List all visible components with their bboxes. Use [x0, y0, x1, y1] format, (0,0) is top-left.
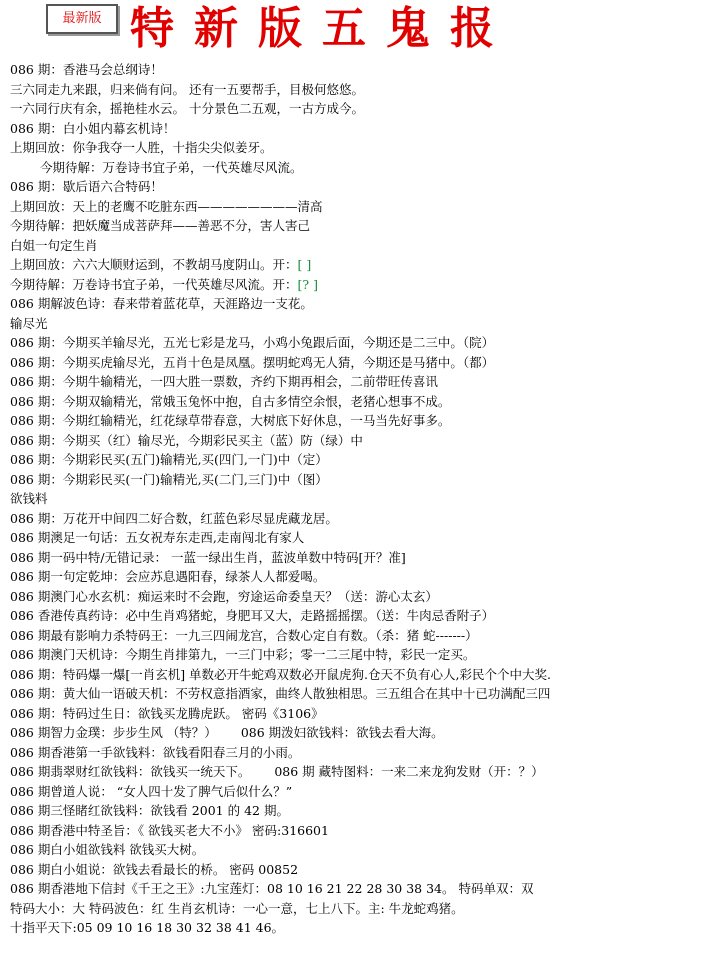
line-text: 086 期翡翠财红欲钱料：欲钱买一统天下。 [10, 764, 251, 779]
line-text: 086 期智力金璞：步步生风 （特？） [10, 725, 217, 740]
line-text: 086 期：今期双输精光，常娥玉兔怀中抱，自古多情空余恨，老猪心想事不成。 [10, 393, 451, 409]
line-text-secondary: 086 期泼妇欲钱料：欲钱去看大海。 [240, 725, 444, 740]
text-line [10, 392, 698, 412]
line-text: 086 期香港第一手欲钱料：欲钱看阳春三月的小雨。 [10, 744, 301, 760]
text-line [10, 236, 698, 256]
text-line [10, 899, 698, 919]
line-text: 086 期：今期彩民买(五门)输精光,买(四门,一门)中（定） [10, 452, 328, 467]
line-text: 086 期：今期彩民买(一门)输精光,买(二门,三门)中（图） [10, 471, 328, 487]
line-text: 086 期：今期红输精光，红花绿草带春意，大树底下好休息，一马当先好事多。 [10, 413, 451, 428]
text-line [10, 548, 698, 568]
line-text: 086 期澳门心水玄机：痴运来时不会跑，穷途运命委皇天？（送：游心太玄） [10, 588, 438, 604]
text-line [10, 860, 698, 880]
text-line [10, 743, 698, 763]
text-line [10, 782, 698, 802]
line-text: 086 香港传真药诗：必中生肖鸡猪蛇，身肥耳又大，走路摇摇摆。（送：牛肉忌香附子） [10, 608, 495, 623]
line-text: 086 期：今期牛输精光，一四大胜一票数，齐约下期再相会，二前带旺传喜讯 [10, 374, 438, 389]
line-text: 今期待解：万卷诗书宜子弟，一代英雄尽风流。开： [10, 276, 298, 292]
text-line [10, 138, 698, 158]
text-line [10, 509, 698, 529]
text-line [10, 645, 698, 665]
text-line [10, 450, 698, 470]
page-title: 特新版五鬼报 [130, 3, 514, 54]
text-line [10, 216, 698, 236]
line-text: 086 期曾道人说： “女人四十发了脾气后似什么？” [10, 783, 293, 799]
text-line [10, 372, 698, 392]
text-line [10, 255, 698, 275]
text-line [10, 665, 698, 685]
line-text: 086 期三怪睹红欲钱料：欲钱看 2001 的 42 期。 [10, 803, 289, 818]
line-text: 086 期澳门天机诗：今期生肖排第九，一三门中彩；零一二三尾中特，彩民一定买。 [10, 647, 476, 662]
result-bracket: [? ] [297, 276, 318, 292]
text-line [10, 587, 698, 607]
text-line [10, 470, 698, 490]
line-text: 一六同行庆有余，摇艳桂水云。 十分景色二五观，一古方成今。 [10, 101, 364, 116]
line-text: 三六同走九来跟，归来倘有问。 还有一五要帮手，目极何悠悠。 [10, 81, 364, 97]
line-text: 上期回放：天上的老鹰不吃脏东西————————清高 [10, 198, 323, 214]
line-text: 086 期：黄大仙一语破天机：不劳权意指酒家，曲终人散独相思。三五组合在其中十已功满配三四 [10, 686, 551, 701]
line-text: 白姐一句定生肖 [10, 237, 98, 253]
text-line [10, 528, 698, 548]
text-line [10, 177, 698, 197]
text-line [10, 431, 698, 451]
text-line [10, 684, 698, 704]
text-line [10, 99, 698, 119]
text-line [10, 333, 698, 353]
text-line [10, 567, 698, 587]
text-line [10, 314, 698, 334]
text-line [10, 762, 698, 782]
text-line [10, 294, 698, 314]
line-text: 输尽光 [10, 315, 48, 331]
text-line [10, 626, 698, 646]
text-line [10, 821, 698, 841]
line-text: 086 期最有影响力杀特码王：一九三四闹龙宫，合数心定自有数。（杀：猪 蛇-------） [10, 627, 478, 643]
text-line [10, 353, 698, 373]
line-text: 086 期：白小姐内幕玄机诗！ [10, 120, 176, 136]
text-line [10, 918, 698, 938]
line-text: 086 期一码中特/无错记录： 一蓝一绿出生肖，蓝波单数中特码[开？准] [10, 549, 406, 565]
line-text: 086 期：万花开中间四二好合数，红蓝色彩尽显虎藏龙居。 [10, 510, 338, 526]
line-text: 086 期：今期买羊输尽光，五光七彩是龙马，小鸡小兔跟后面，今期还是二三中。（院） [10, 335, 495, 350]
result-bracket: [ ] [297, 257, 312, 272]
line-text-secondary: 086 期 藏特图料：一来二来龙狗发财（开：？） [274, 764, 544, 779]
line-text: 086 期香港中特圣旨：《 欲钱买老大不小》 密码:316601 [10, 822, 329, 838]
text-line [10, 60, 698, 80]
text-line [10, 489, 698, 509]
line-text: 086 期：歇后语六合特码！ [10, 179, 163, 194]
latest-version-badge: 最新版 [46, 4, 118, 34]
text-line [10, 80, 698, 100]
text-line [10, 119, 698, 139]
text-line [10, 275, 698, 295]
line-text: 086 期一句定乾坤：会应苏息遇阳春，绿茶人人都爱喝。 [10, 569, 326, 584]
line-text: 特码大小：大 特码波色：红 生肖玄机诗：一心一意，七上八下。主: 牛龙蛇鸡猪。 [10, 900, 464, 916]
line-text: 086 期：特码过生日：欲钱买龙腾虎跃。 密码《3106》 [10, 705, 324, 721]
line-text: 十指平天下:05 09 10 16 18 30 32 38 41 46。 [10, 920, 285, 935]
line-text: 今期待解：万卷诗书宜子弟，一代英雄尽风流。 [40, 159, 303, 175]
page-header [0, 0, 701, 58]
text-line [10, 704, 698, 724]
text-line [10, 879, 698, 899]
text-line [10, 158, 698, 178]
line-text: 欲钱料 [10, 491, 48, 506]
line-text: 086 期白小姐说：欲钱去看最长的桥。 密码 00852 [10, 861, 299, 877]
text-line [10, 197, 698, 217]
line-text: 086 期香港地下信封《千王之王》:九宝莲灯：08 10 16 21 22 28 30 38 34。 特码单双：双 [10, 881, 534, 896]
text-line [10, 606, 698, 626]
line-text: 086 期：今期买（红）输尽光，今期彩民买主（蓝）防（绿）中 [10, 432, 363, 448]
line-text: 上期回放：六六大顺财运到，不教胡马度阴山。开： [10, 257, 298, 272]
text-line [10, 723, 698, 743]
line-text: 086 期：今期买虎输尽光，五肖十色是凤凰。摆明蛇鸡无人猜，今期还是马猪中。（都） [10, 354, 495, 370]
line-text: 086 期白小姐欲钱料 欲钱买大树。 [10, 842, 205, 857]
line-text: 上期回放：你争我夺一人胜，十指尖尖似姜牙。 [10, 140, 273, 155]
line-text: 086 期：香港马会总纲诗！ [10, 62, 163, 77]
text-line [10, 411, 698, 431]
text-line [10, 840, 698, 860]
line-text: 086 期：特码爆一爆[一肖玄机] 单数必开牛蛇鸡双数必开鼠虎狗.仓天不负有心人,彩民个个中大奖. [10, 666, 551, 682]
line-text: 086 期澳足一句话：五女祝寿东走西,走南闯北有家人 [10, 530, 305, 545]
text-line [10, 801, 698, 821]
document-body [10, 60, 698, 938]
line-text: 086 期解波色诗：春来带着蓝花草，天涯路边一支花。 [10, 296, 313, 311]
line-text: 今期待解：把妖魔当成菩萨拜——善恶不分，害人害己 [10, 218, 311, 233]
